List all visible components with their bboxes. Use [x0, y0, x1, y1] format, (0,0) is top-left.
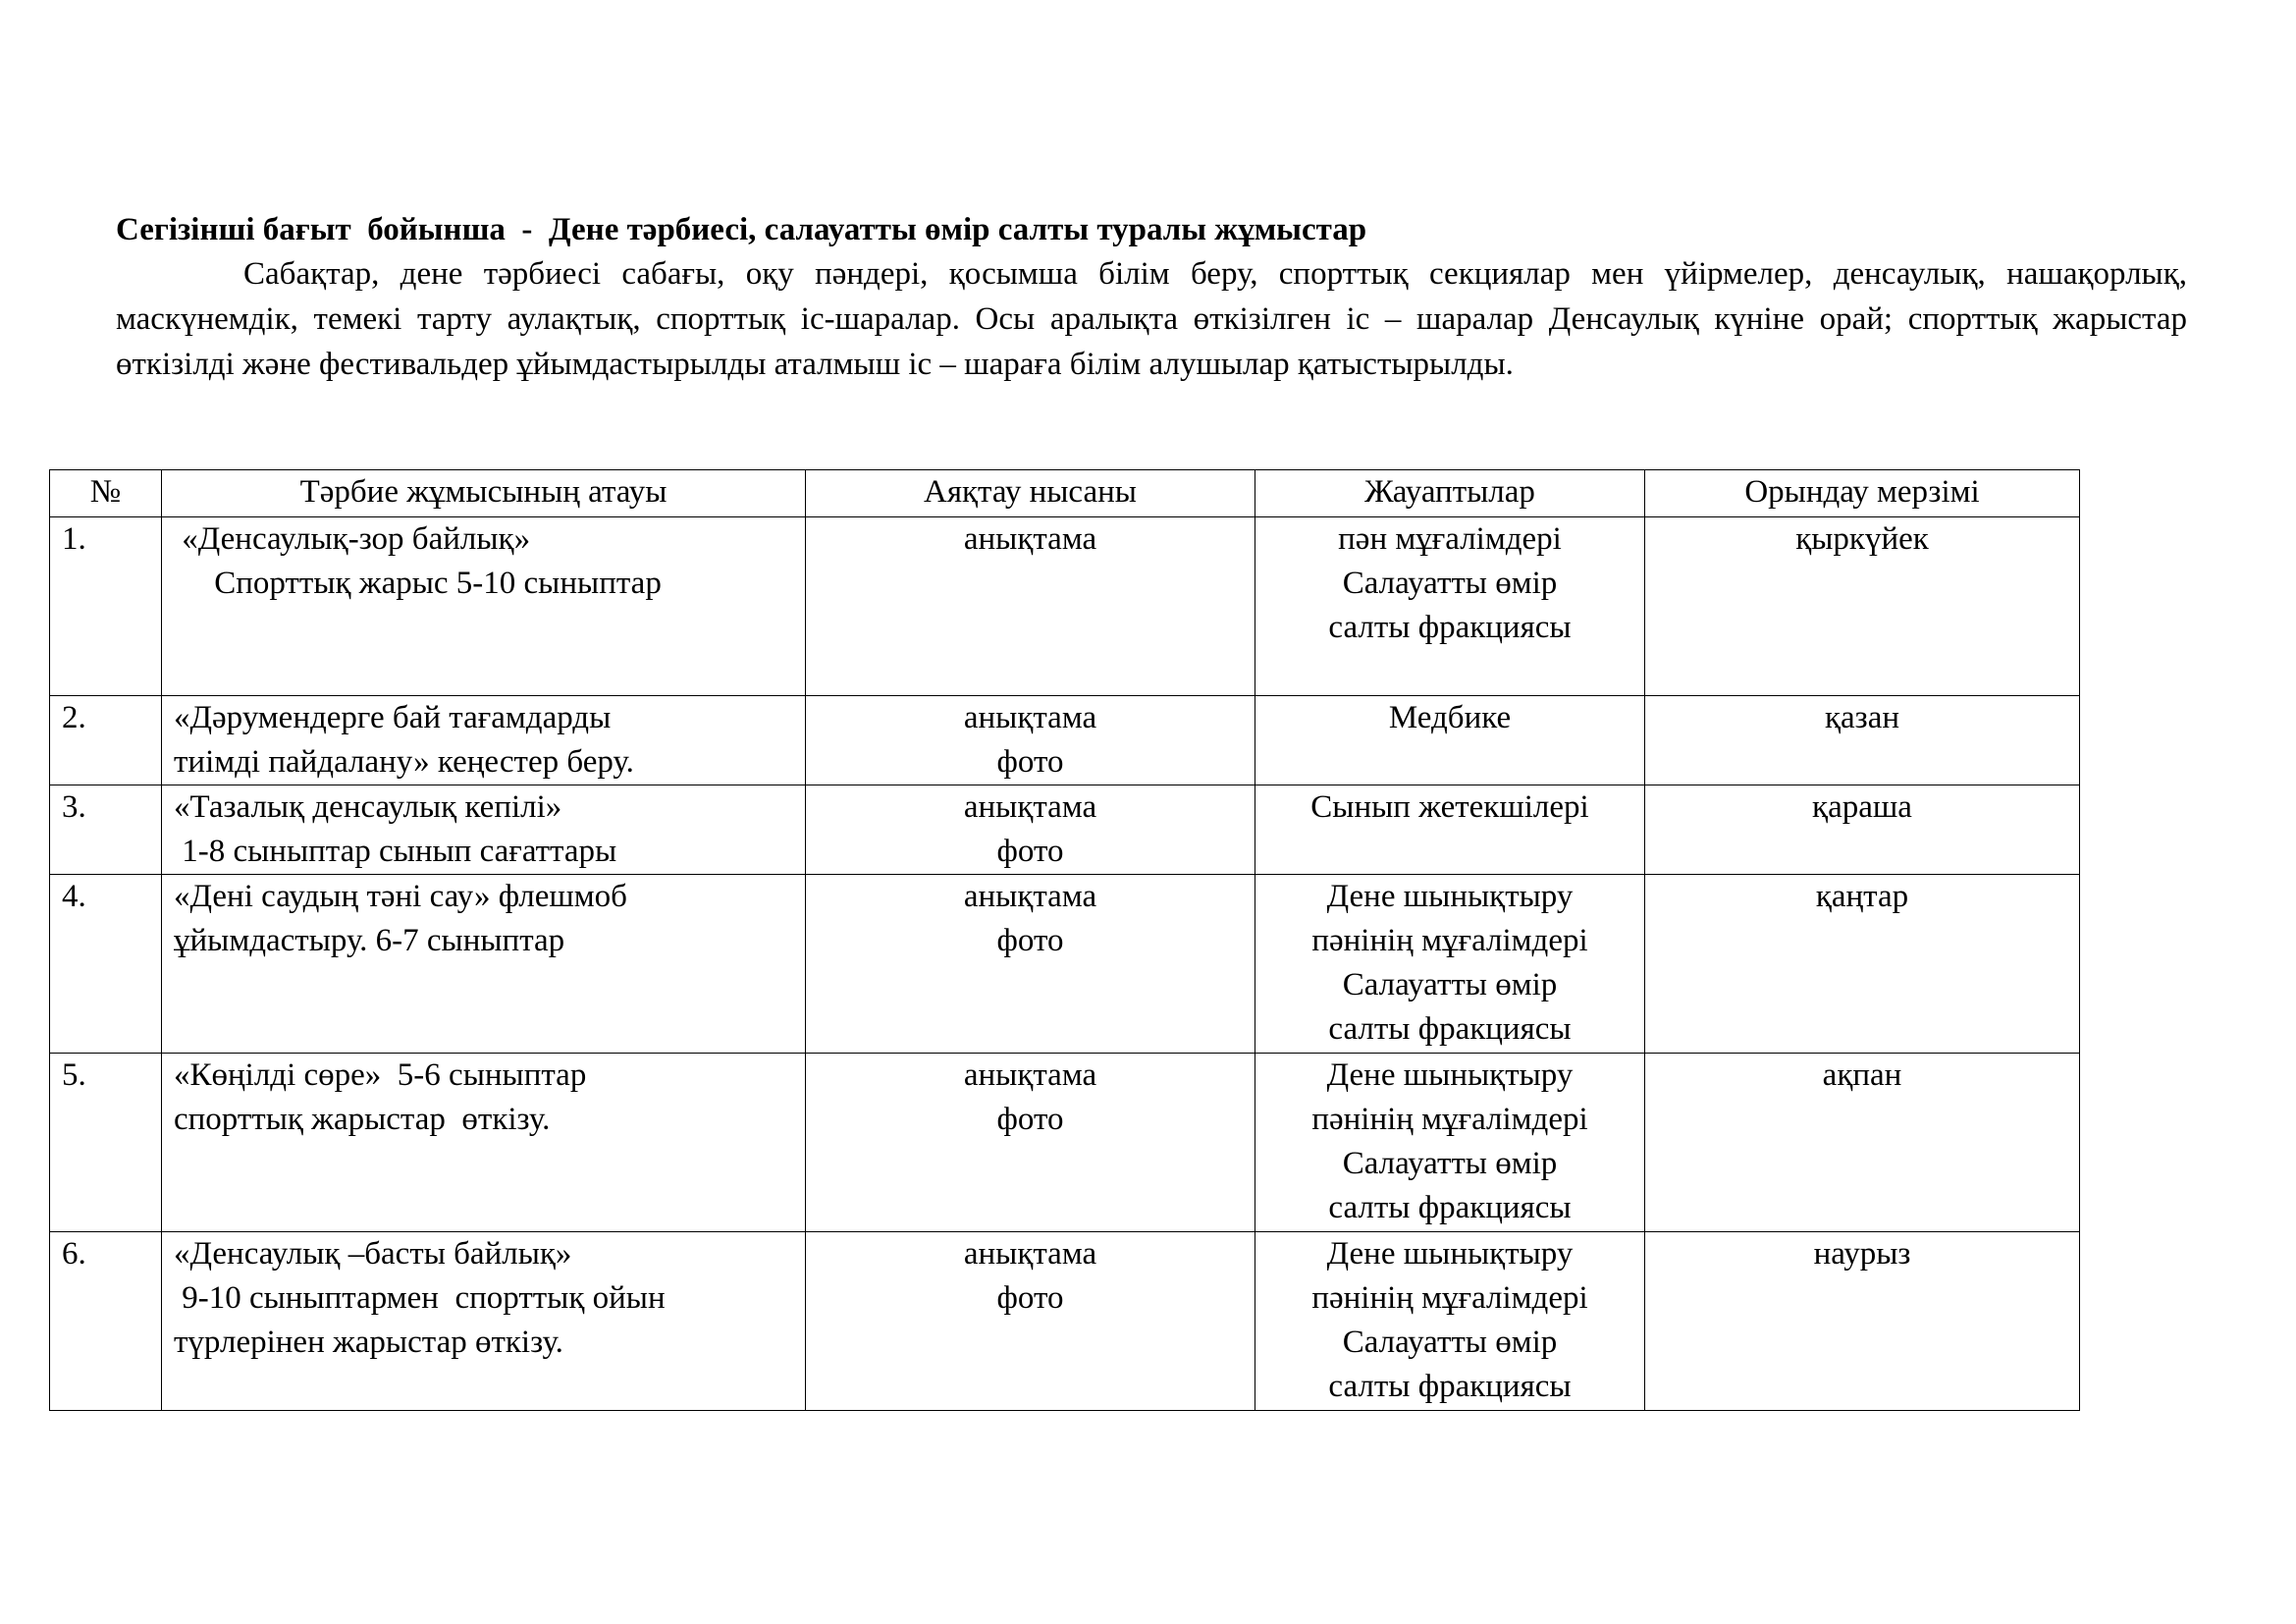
completion-form-line: фото [996, 744, 1064, 780]
completion-form [806, 875, 1255, 1054]
activity-name: «Денсаулық –басты байлық» 9-10 сыныптармен спорттық ойын түрлерінен жарыстар өткізу. [162, 1232, 806, 1411]
responsible-line: Сынып жетекшілері [1310, 789, 1589, 825]
table-row [50, 696, 2080, 785]
activity-name: «Дәрумендерге бай тағамдарды тиімді пайдалану» кеңестер беру. [162, 696, 806, 785]
deadline: наурыз [1645, 1232, 2080, 1411]
responsible [1255, 696, 1645, 785]
completion-form [806, 696, 1255, 785]
responsible-line: пәнінің мұғалімдері [1311, 1102, 1588, 1137]
responsible-line: пән мұғалімдері [1338, 521, 1562, 557]
deadline: қаңтар [1645, 875, 2080, 1054]
completion-form [806, 1232, 1255, 1411]
deadline: қыркүйек [1645, 517, 2080, 696]
table-header-row [50, 470, 2080, 517]
row-number: 5. [50, 1054, 162, 1232]
completion-form-line: фото [996, 923, 1064, 958]
completion-form-line: анықтама [963, 1236, 1097, 1272]
completion-form-line: анықтама [963, 521, 1097, 557]
responsible-line: Дене шынықтыру [1326, 1057, 1574, 1093]
completion-form-line: фото [996, 1102, 1064, 1137]
responsible [1255, 1054, 1645, 1232]
completion-form [806, 785, 1255, 875]
completion-form [806, 517, 1255, 696]
deadline: қараша [1645, 785, 2080, 875]
completion-form-line: анықтама [963, 1057, 1097, 1093]
row-number: 1. [50, 517, 162, 696]
header-completion-form: Аяқтау нысаны [806, 470, 1255, 517]
activity-name: «Дені саудың тәні сау» флешмоб ұйымдастыру. 6-7 сыныптар [162, 875, 806, 1054]
header-responsible: Жауаптылар [1255, 470, 1645, 517]
completion-form-line: анықтама [963, 789, 1097, 825]
responsible-line: салты фракциясы [1328, 1369, 1572, 1404]
responsible [1255, 875, 1645, 1054]
responsible-line: Салауатты өмір [1342, 967, 1558, 1002]
responsible [1255, 1232, 1645, 1411]
responsible-line: пәнінің мұғалімдері [1311, 923, 1588, 958]
responsible-line: салты фракциясы [1328, 1011, 1572, 1047]
header-deadline: Орындау мерзімі [1645, 470, 2080, 517]
responsible-line: салты фракциясы [1328, 610, 1572, 645]
activity-name: «Көңілді сөре» 5-6 сыныптар спорттық жарыстар өткізу. [162, 1054, 806, 1232]
completion-form-line: фото [996, 1280, 1064, 1316]
responsible-line: пәнінің мұғалімдері [1311, 1280, 1588, 1316]
row-number: 6. [50, 1232, 162, 1411]
table-row [50, 1232, 2080, 1411]
activity-name: «Денсаулық-зор байлық» Спорттық жарыс 5-10 сыныптар [162, 517, 806, 696]
responsible-line: Дене шынықтыру [1326, 879, 1574, 914]
responsible [1255, 785, 1645, 875]
table-row [50, 875, 2080, 1054]
responsible-line: Салауатты өмір [1342, 1325, 1558, 1360]
header-activity-name: Тәрбие жұмысының атауы [162, 470, 806, 517]
activity-name: «Тазалық денсаулық кепілі» 1-8 сыныптар сынып сағаттары [162, 785, 806, 875]
intro-paragraph: Сабақтар, дене тәрбиесі сабағы, оқу пәндері, қосымша білім беру, спорттық секциялар мен үйірмелер, денсаулық, нашақорлық, маскүнемдік, темекі тарту аулақтық, спорттық іс-шаралар. Осы аралықта өткізілген іс – шаралар Денсаулық күніне орай; спорттық жарыстар өткізілді және фестивальдер ұйымдастырылды аталмыш іс – шараға білім алушылар қатыстырылды. [116, 256, 2187, 382]
table-row [50, 1054, 2080, 1232]
deadline: ақпан [1645, 1054, 2080, 1232]
table-row [50, 785, 2080, 875]
responsible-line: Медбике [1388, 700, 1512, 735]
responsible-line: Дене шынықтыру [1326, 1236, 1574, 1272]
responsible-line: салты фракциясы [1328, 1190, 1572, 1225]
row-number: 3. [50, 785, 162, 875]
deadline: қазан [1645, 696, 2080, 785]
section-title: Сегізінші бағыт бойынша - Дене тәрбиесі, салауатты өмір салты туралы жұмыстар [116, 212, 1367, 247]
activity-table [49, 469, 2080, 1411]
completion-form-line: анықтама [963, 700, 1097, 735]
row-number: 2. [50, 696, 162, 785]
table-row [50, 517, 2080, 696]
row-number: 4. [50, 875, 162, 1054]
header-number: № [50, 470, 162, 517]
completion-form-line: анықтама [963, 879, 1097, 914]
completion-form [806, 1054, 1255, 1232]
responsible-line: Салауатты өмір [1342, 566, 1558, 601]
responsible-line: Салауатты өмір [1342, 1146, 1558, 1181]
responsible [1255, 517, 1645, 696]
completion-form-line: фото [996, 834, 1064, 869]
